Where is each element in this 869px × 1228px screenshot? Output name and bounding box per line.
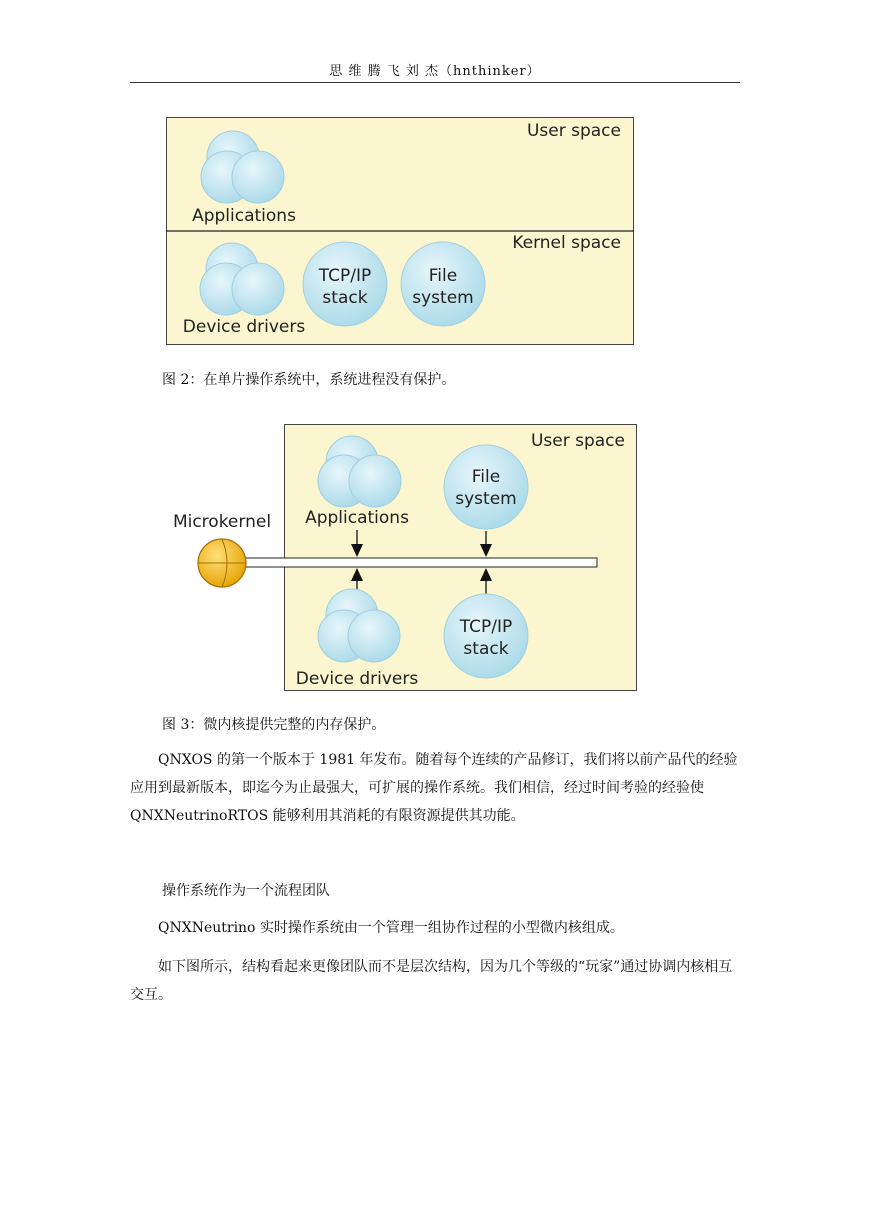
fig3-applications-label: Applications bbox=[305, 508, 409, 528]
fig3-fs-line2: system bbox=[455, 489, 517, 509]
fig3-message-bus bbox=[244, 558, 597, 567]
header-rule bbox=[130, 82, 740, 83]
figure-3 bbox=[162, 424, 642, 694]
fig3-fs-line1: File bbox=[471, 467, 501, 487]
paragraph-3-text: 如下图所示，结构看起来更像团队而不是层次结构，因为几个等级的“玩家”通过协调内核相互交互。 bbox=[130, 959, 733, 1003]
fig2-tcpip-line2: stack bbox=[322, 288, 368, 308]
fig2-fs-line2: system bbox=[412, 288, 474, 308]
paragraph-2-text: QNXNeutrino 实时操作系统由一个管理一组协作过程的小型微内核组成。 bbox=[158, 920, 624, 936]
fig3-tcpip-line1: TCP/IP bbox=[459, 617, 513, 637]
paragraph-1 bbox=[130, 746, 740, 830]
figure-2 bbox=[166, 117, 634, 345]
fig3-user-space-label: User space bbox=[530, 431, 625, 451]
figure-3-caption: 图 3：微内核提供完整的内存保护。 bbox=[162, 717, 386, 733]
fig2-applications-label: Applications bbox=[192, 206, 296, 226]
fig3-microkernel-label: Microkernel bbox=[172, 512, 272, 532]
paragraph-2 bbox=[130, 914, 740, 942]
paragraph-3 bbox=[130, 953, 740, 1009]
section-heading: 操作系统作为一个流程团队 bbox=[162, 883, 330, 899]
fig3-device-drivers-label: Device drivers bbox=[295, 669, 419, 689]
paragraph-1-text: QNXOS 的第一个版本于 1981 年发布。随着每个连续的产品修订，我们将以前产品代的经验应用到最新版本，即迄今为止最强大，可扩展的操作系统。我们相信，经过时间考验的经验使 QNXNeutrinoRTOS 能够利用其消耗的有限资源提供其功能。 bbox=[130, 752, 738, 824]
fig2-user-space-label: User space bbox=[526, 121, 621, 141]
fig3-fs-bubble bbox=[444, 445, 528, 529]
figure-2-caption: 图 2：在单片操作系统中，系统进程没有保护。 bbox=[162, 372, 456, 388]
fig2-device-drivers-label: Device drivers bbox=[182, 317, 306, 337]
fig2-kernel-space-label: Kernel space bbox=[512, 233, 621, 253]
fig3-tcpip-line2: stack bbox=[463, 639, 509, 659]
page-header: 思 维 腾 飞 刘 杰（hnthinker） bbox=[329, 64, 541, 79]
fig2-tcpip-line1: TCP/IP bbox=[318, 266, 372, 286]
fig2-fs-line1: File bbox=[428, 266, 458, 286]
